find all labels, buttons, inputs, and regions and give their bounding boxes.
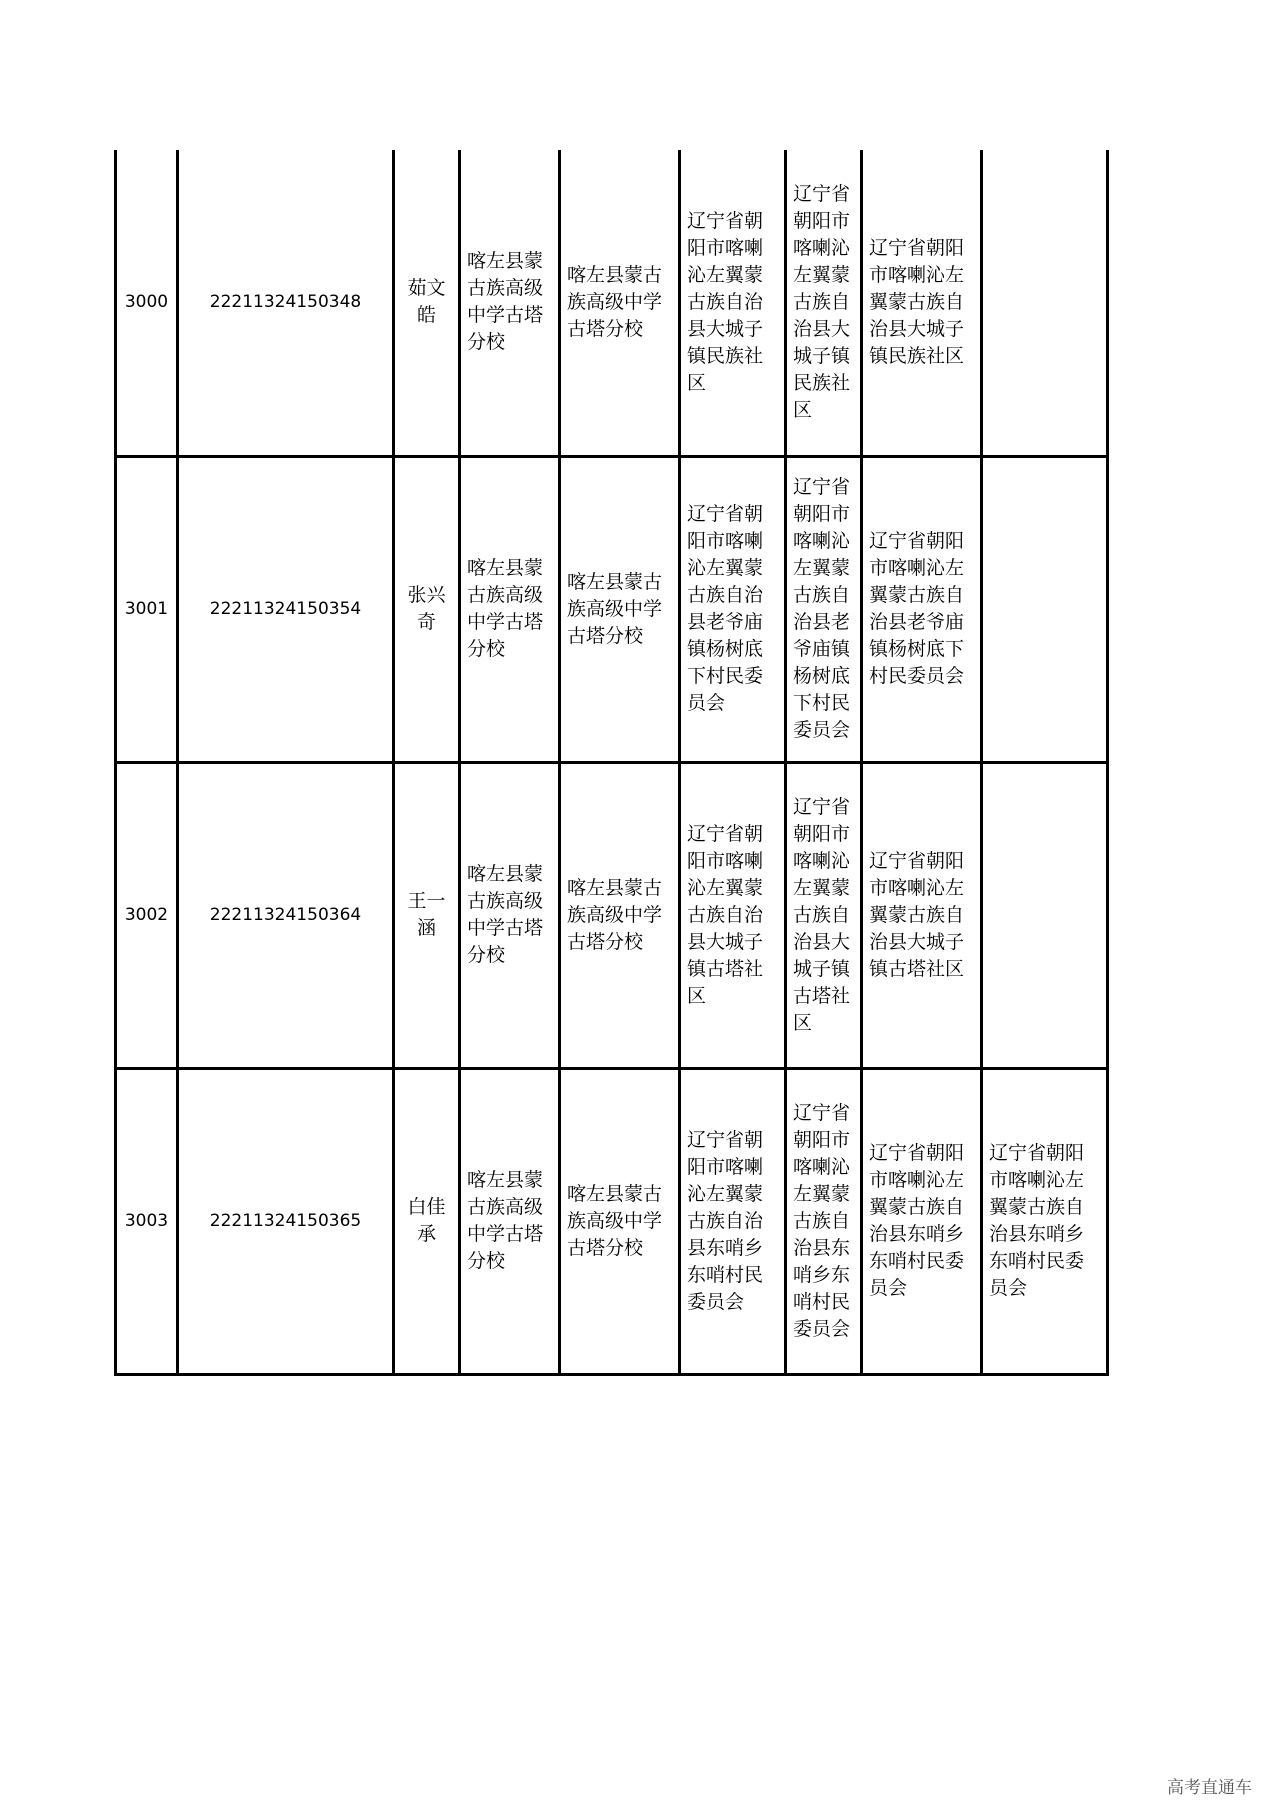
watermark-text: 高考直通车 [1167, 1778, 1252, 1798]
student-name: 王一涵 [394, 762, 460, 1068]
school-name-alt: 喀左县蒙古族高级中学古塔分校 [560, 150, 680, 456]
school-name: 喀左县蒙古族高级中学古塔分校 [460, 762, 560, 1068]
student-id: 22211324150354 [178, 456, 394, 762]
school-name: 喀左县蒙古族高级中学古塔分校 [460, 456, 560, 762]
school-name: 喀左县蒙古族高级中学古塔分校 [460, 150, 560, 456]
table-row [116, 150, 1108, 456]
table-row [116, 762, 1108, 1068]
address-d [982, 150, 1108, 456]
school-name-alt: 喀左县蒙古族高级中学古塔分校 [560, 1068, 680, 1374]
student-roster-table [114, 150, 1109, 1376]
address-d [982, 456, 1108, 762]
address-d: 辽宁省朝阳市喀喇沁左翼蒙古族自治县东哨乡东哨村民委员会 [982, 1068, 1108, 1374]
address-a: 辽宁省朝阳市喀喇沁左翼蒙古族自治县大城子镇古塔社区 [680, 762, 786, 1068]
address-d [982, 762, 1108, 1068]
address-b: 辽宁省朝阳市喀喇沁左翼蒙古族自治县大城子镇民族社区 [786, 150, 862, 456]
student-name: 张兴奇 [394, 456, 460, 762]
school-name-alt: 喀左县蒙古族高级中学古塔分校 [560, 456, 680, 762]
school-name-alt: 喀左县蒙古族高级中学古塔分校 [560, 762, 680, 1068]
row-index: 3001 [116, 456, 178, 762]
row-index: 3003 [116, 1068, 178, 1374]
table-row [116, 456, 1108, 762]
row-index: 3002 [116, 762, 178, 1068]
address-c: 辽宁省朝阳市喀喇沁左翼蒙古族自治县大城子镇民族社区 [862, 150, 982, 456]
address-a: 辽宁省朝阳市喀喇沁左翼蒙古族自治县东哨乡东哨村民委员会 [680, 1068, 786, 1374]
student-name: 茹文皓 [394, 150, 460, 456]
table-row [116, 1068, 1108, 1374]
address-a: 辽宁省朝阳市喀喇沁左翼蒙古族自治县大城子镇民族社区 [680, 150, 786, 456]
address-b: 辽宁省朝阳市喀喇沁左翼蒙古族自治县老爷庙镇杨树底下村民委员会 [786, 456, 862, 762]
address-a: 辽宁省朝阳市喀喇沁左翼蒙古族自治县老爷庙镇杨树底下村民委员会 [680, 456, 786, 762]
student-id: 22211324150348 [178, 150, 394, 456]
address-c: 辽宁省朝阳市喀喇沁左翼蒙古族自治县大城子镇古塔社区 [862, 762, 982, 1068]
student-id: 22211324150364 [178, 762, 394, 1068]
student-id: 22211324150365 [178, 1068, 394, 1374]
address-c: 辽宁省朝阳市喀喇沁左翼蒙古族自治县东哨乡东哨村民委员会 [862, 1068, 982, 1374]
address-c: 辽宁省朝阳市喀喇沁左翼蒙古族自治县老爷庙镇杨树底下村民委员会 [862, 456, 982, 762]
school-name: 喀左县蒙古族高级中学古塔分校 [460, 1068, 560, 1374]
address-b: 辽宁省朝阳市喀喇沁左翼蒙古族自治县东哨乡东哨村民委员会 [786, 1068, 862, 1374]
row-index: 3000 [116, 150, 178, 456]
address-b: 辽宁省朝阳市喀喇沁左翼蒙古族自治县大城子镇古塔社区 [786, 762, 862, 1068]
student-name: 白佳承 [394, 1068, 460, 1374]
